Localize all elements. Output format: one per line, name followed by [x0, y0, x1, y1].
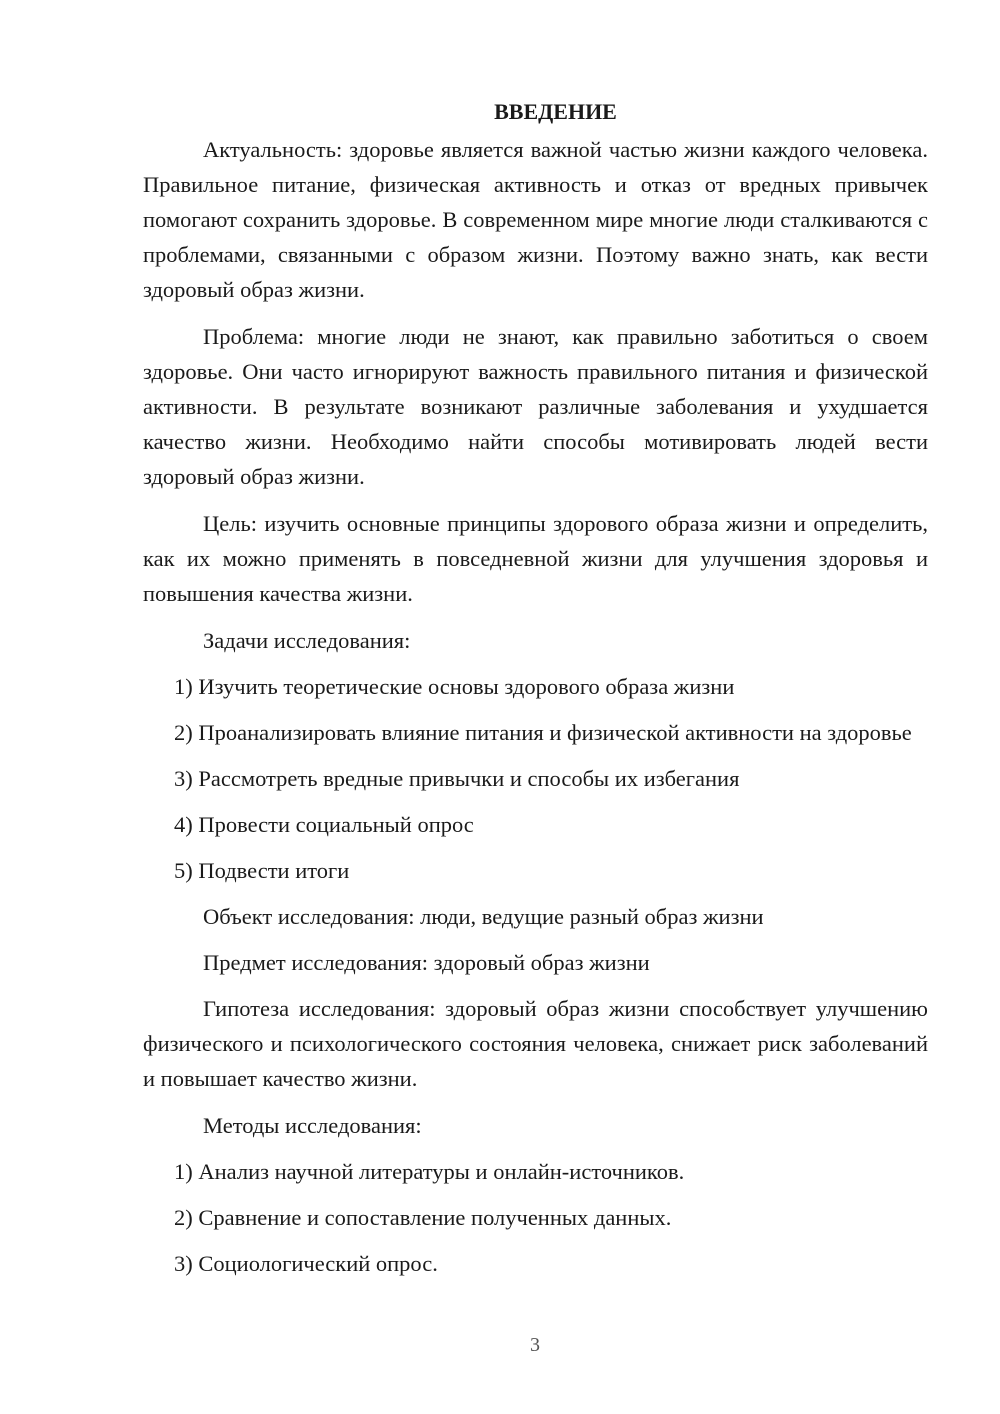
methods-heading: Методы исследования: [203, 1113, 422, 1138]
research-subject: Предмет исследования: здоровый образ жизни [203, 950, 650, 975]
page-title: ВВЕДЕНИЕ [494, 99, 617, 124]
task-item: 1) Изучить теоретические основы здорового образа жизни [174, 674, 735, 699]
task-item: 2) Проанализировать влияние питания и физической активности на здоровье [174, 720, 912, 745]
task-item: 5) Подвести итоги [174, 858, 350, 883]
method-item: 1) Анализ научной литературы и онлайн-источников. [174, 1159, 685, 1184]
tasks-heading: Задачи исследования: [203, 628, 411, 653]
task-item: 3) Рассмотреть вредные привычки и способы их избегания [174, 766, 740, 791]
hypothesis-paragraph: Гипотеза исследования: здоровый образ жизни способствует улучшению физического и психологического состояния человека, снижает риск заболеваний и повышает качество жизни. [143, 996, 928, 1091]
method-item: 3) Социологический опрос. [174, 1251, 438, 1276]
goal-paragraph: Цель: изучить основные принципы здорового образа жизни и определить, как их можно применять в повседневной жизни для улучшения здоровья и повышения качества жизни. [143, 511, 928, 606]
relevance-paragraph: Актуальность: здоровье является важной частью жизни каждого человека. Правильное питание, физическая активность и отказ от вредных привычек помогают сохранить здоровье. В современном мире многие люди сталкиваются с проблемами, связанными с образом жизни. Поэтому важно знать, как вести здоровый образ жизни. [143, 137, 928, 302]
method-item: 2) Сравнение и сопоставление полученных данных. [174, 1205, 672, 1230]
problem-paragraph: Проблема: многие люди не знают, как правильно заботиться о своем здоровье. Они часто игнорируют важность правильного питания и физической активности. В результате возникают различные заболевания и ухудшается качество жизни. Необходимо найти способы мотивировать людей вести здоровый образ жизни. [143, 324, 928, 489]
task-item: 4) Провести социальный опрос [174, 812, 474, 837]
research-object: Объект исследования: люди, ведущие разный образ жизни [203, 904, 764, 929]
page-number: 3 [530, 1334, 540, 1356]
page-content [143, 97, 928, 1292]
